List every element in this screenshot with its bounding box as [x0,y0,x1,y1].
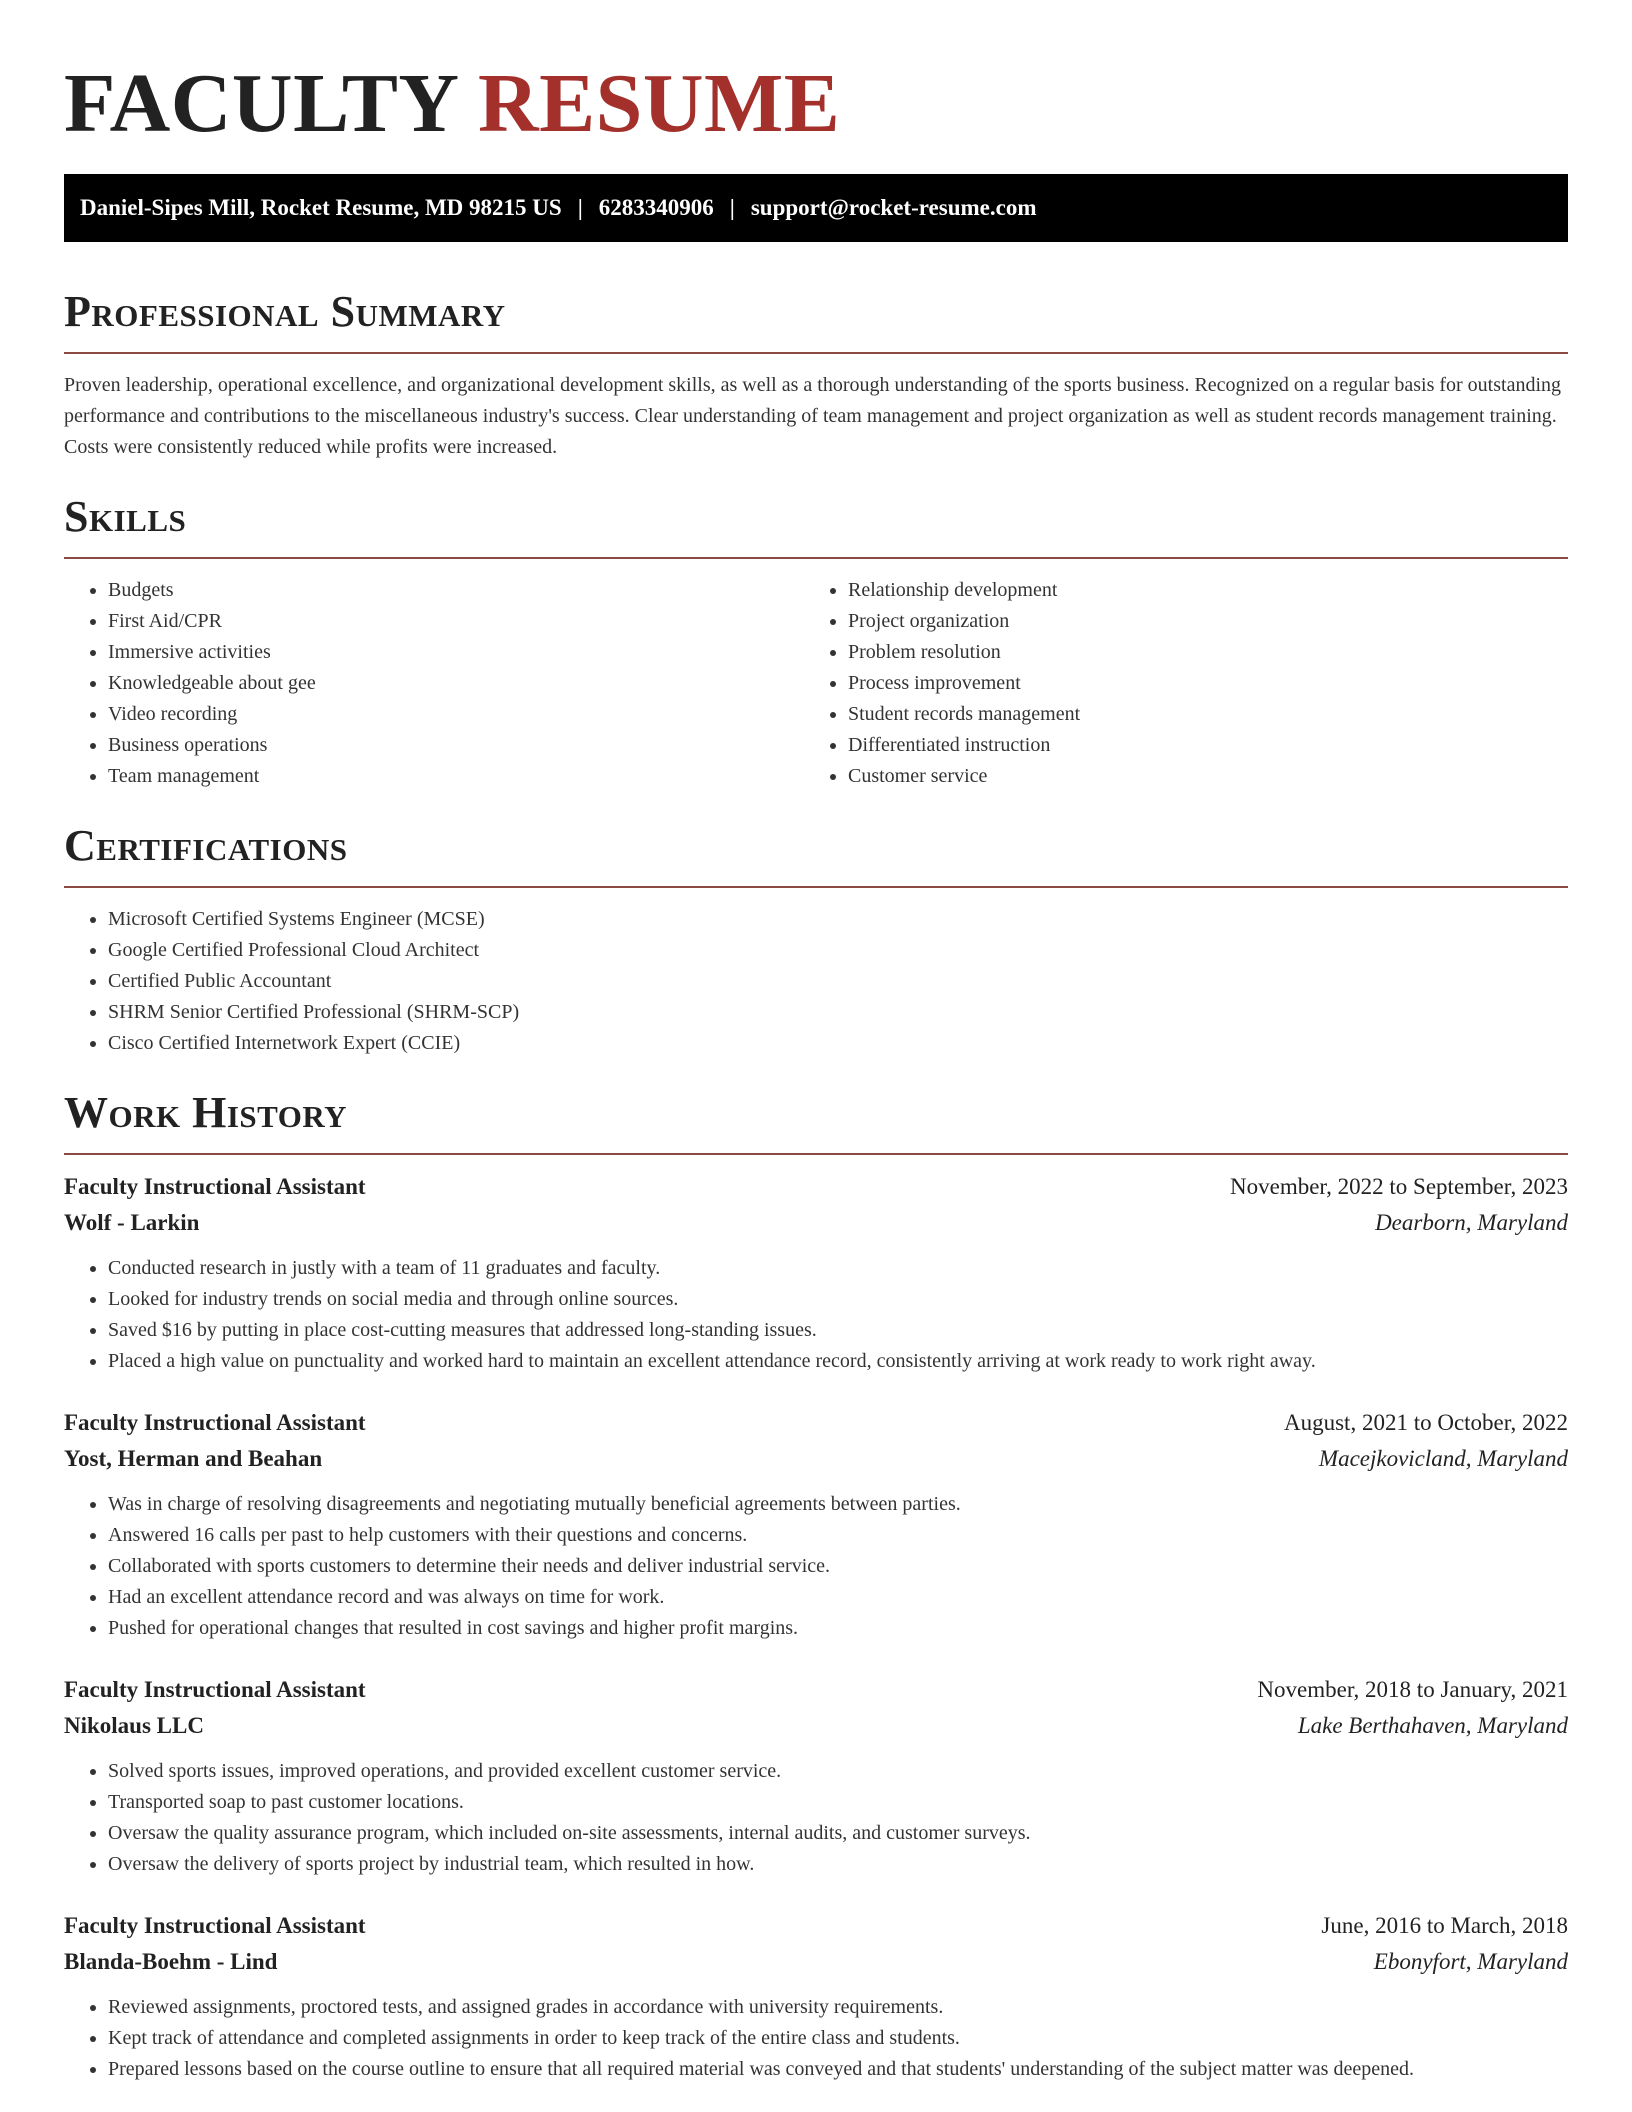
job-bullet: • Reviewed assignments, proctored tests, and assigned grades in accordance with university requirements. [108,1992,1568,2023]
title-accent: RESUME [477,57,841,150]
job-title: Faculty Instructional Assistant [64,1677,366,1702]
job-title-row [64,1405,1568,1441]
skill-item: • First Aid/CPR [108,606,804,637]
job-company-row [64,1708,1568,1744]
job-location: Dearborn, Maryland [1375,1210,1568,1235]
job-dates: August, 2021 to October, 2022 [1284,1410,1568,1435]
contact-bar [64,174,1568,242]
job-title-row [64,1169,1568,1205]
contact-phone: 6283340906 [598,195,714,220]
job-bullet: • Oversaw the quality assurance program, which included on-site assessments, internal audits, and customer surveys. [108,1818,1568,1849]
job-bullet: • Prepared lessons based on the course outline to ensure that all required material was conveyed and that students' understanding of the subject matter was deepened. [108,2054,1568,2085]
job-bullets [64,1992,1568,2085]
skill-item: • Knowledgeable about gee [108,668,804,699]
job-entry [64,1672,1568,1880]
skill-item: • Process improvement [848,668,1544,699]
skill-item: • Business operations [108,730,804,761]
job-title: Faculty Instructional Assistant [64,1174,366,1199]
job-company-row [64,1944,1568,1980]
contact-separator: | [729,195,735,220]
job-bullets [64,1253,1568,1377]
job-bullet: • Had an excellent attendance record and was always on time for work. [108,1582,1568,1613]
job-location: Lake Berthahaven, Maryland [1297,1713,1568,1738]
summary-heading: Professional Summary [64,286,1568,354]
skill-item: • Immersive activities [108,637,804,668]
work-history-heading: Work History [64,1087,1568,1155]
job-bullet: • Oversaw the delivery of sports project by industrial team, which resulted in how. [108,1849,1568,1880]
skill-item: • Team management [108,761,804,792]
job-entry [64,1908,1568,2085]
resume-title [64,58,1568,150]
job-title: Faculty Instructional Assistant [64,1410,366,1435]
job-bullet: • Transported soap to past customer locations. [108,1787,1568,1818]
certification-item: • Google Certified Professional Cloud Architect [108,935,1568,966]
job-bullet: • Conducted research in justly with a team of 11 graduates and faculty. [108,1253,1568,1284]
skill-item: • Student records management [848,699,1544,730]
summary-section [64,286,1568,463]
job-location: Ebonyfort, Maryland [1373,1949,1568,1974]
skills-column-left [64,575,804,792]
job-company-row [64,1205,1568,1241]
job-dates: November, 2018 to January, 2021 [1257,1677,1568,1702]
skills-heading: Skills [64,491,1568,559]
job-title-row [64,1672,1568,1708]
job-bullet: • Placed a high value on punctuality and worked hard to maintain an excellent attendance record, consistently arriving at work ready to work right away. [108,1346,1568,1377]
job-bullet: • Pushed for operational changes that resulted in cost savings and higher profit margins. [108,1613,1568,1644]
job-entry [64,1169,1568,1377]
job-company: Blanda-Boehm - Lind [64,1949,278,1974]
skill-item: • Video recording [108,699,804,730]
job-bullet: • Kept track of attendance and completed assignments in order to keep track of the entire class and students. [108,2023,1568,2054]
job-bullet: • Saved $16 by putting in place cost-cutting measures that addressed long-standing issues. [108,1315,1568,1346]
skill-item: • Budgets [108,575,804,606]
certification-item: • Cisco Certified Internetwork Expert (CCIE) [108,1028,1568,1059]
job-bullets [64,1489,1568,1644]
job-entry [64,1405,1568,1644]
skills-section [64,491,1568,792]
job-bullet: • Collaborated with sports customers to determine their needs and deliver industrial service. [108,1551,1568,1582]
skill-item: • Customer service [848,761,1544,792]
job-title: Faculty Instructional Assistant [64,1913,366,1938]
job-title-row [64,1908,1568,1944]
certification-item: • Certified Public Accountant [108,966,1568,997]
skill-item: • Project organization [848,606,1544,637]
job-location: Macejkovicland, Maryland [1318,1446,1568,1471]
job-company: Nikolaus LLC [64,1713,204,1738]
certifications-section [64,820,1568,1059]
job-company: Yost, Herman and Beahan [64,1446,323,1471]
contact-separator: | [577,195,583,220]
certifications-heading: Certifications [64,820,1568,888]
job-company-row [64,1441,1568,1477]
job-bullet: • Solved sports issues, improved operations, and provided excellent customer service. [108,1756,1568,1787]
work-history-jobs [64,1169,1568,2085]
skills-columns [64,575,1568,792]
summary-text: Proven leadership, operational excellence, and organizational development skills, as well as a thorough understanding of the sports business. Recognized on a regular basis for outstanding performance and contributions to the miscellaneous industry's success. Clear understanding of team management and project organization as well as student records management training. Costs were consistently reduced while profits were increased. [64,374,1562,458]
job-bullet: • Answered 16 calls per past to help customers with their questions and concerns. [108,1520,1568,1551]
skills-column-right [804,575,1544,792]
resume-page [64,0,1568,2085]
certification-item: • SHRM Senior Certified Professional (SHRM-SCP) [108,997,1568,1028]
contact-address: Daniel-Sipes Mill, Rocket Resume, MD 98215 US [80,195,562,220]
skill-item: • Differentiated instruction [848,730,1544,761]
skills-list-right [804,575,1544,792]
job-dates: June, 2016 to March, 2018 [1321,1913,1568,1938]
job-bullets [64,1756,1568,1880]
contact-email: support@rocket-resume.com [750,195,1037,220]
certification-item: • Microsoft Certified Systems Engineer (MCSE) [108,904,1568,935]
job-company: Wolf - Larkin [64,1210,200,1235]
skills-list-left [64,575,804,792]
job-dates: November, 2022 to September, 2023 [1230,1174,1568,1199]
certifications-list [64,904,1568,1059]
job-bullet: • Was in charge of resolving disagreements and negotiating mutually beneficial agreements between parties. [108,1489,1568,1520]
work-history-section [64,1087,1568,2085]
skill-item: • Relationship development [848,575,1544,606]
skill-item: • Problem resolution [848,637,1544,668]
job-bullet: • Looked for industry trends on social media and through online sources. [108,1284,1568,1315]
title-main: FACULTY [64,57,457,150]
